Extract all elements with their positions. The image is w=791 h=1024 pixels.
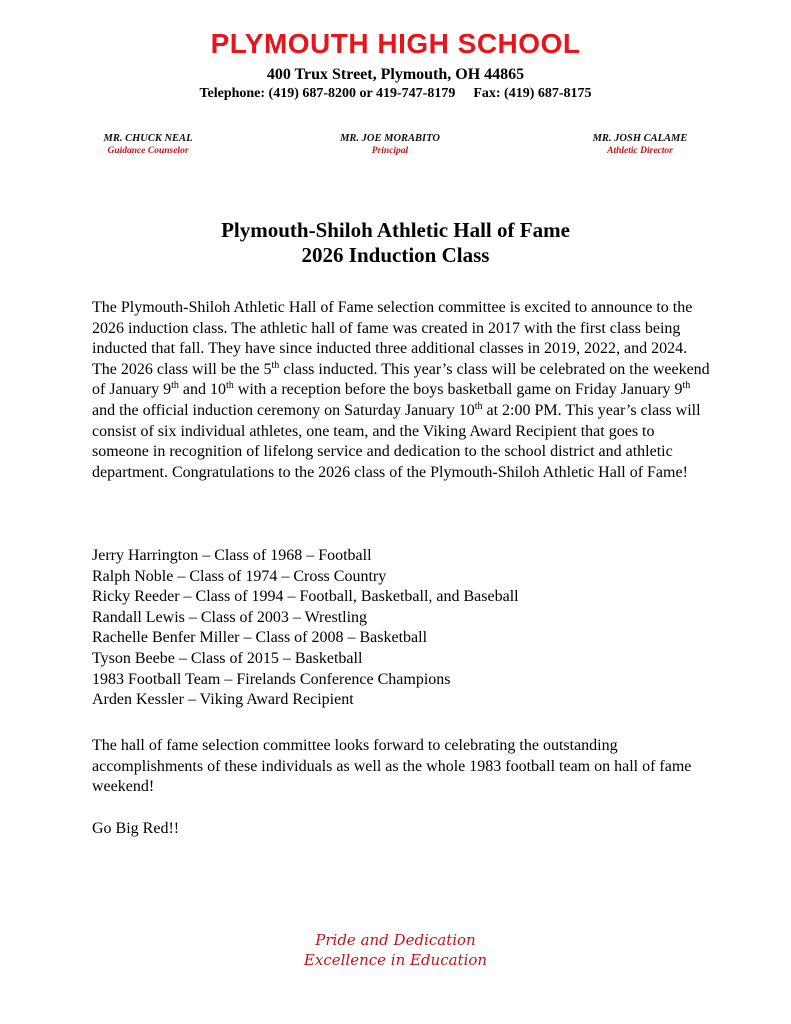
staff-guidance-counselor: [88, 132, 208, 157]
school-name: PLYMOUTH HIGH SCHOOL: [210, 28, 581, 59]
fax: Fax: (419) 687-8175: [473, 86, 592, 101]
ordinal-suffix: th: [682, 380, 691, 392]
school-address: 400 Trux Street, Plymouth, OH 44865: [266, 66, 525, 83]
staff-athletic-director: [580, 132, 700, 157]
staff-name: MR. JOE MORABITO: [340, 133, 440, 144]
document-title: [0, 218, 791, 268]
closing-paragraph: The hall of fame selection committee looks forward to celebrating the outstanding accomplishments of these individuals as well as the whole 1983 football team on hall of fame weekend!: [92, 737, 692, 796]
signoff: Go Big Red!!: [92, 820, 180, 837]
telephone: Telephone: (419) 687-8200 or 419-747-8179: [199, 86, 456, 101]
inductee-item: Randall Lewis – Class of 2003 – Wrestling: [92, 608, 368, 626]
text-run: with a reception before the boys basketball game on Friday January 9: [233, 381, 683, 399]
inductee-item: 1983 Football Team – Firelands Conference Champions: [92, 670, 451, 688]
ordinal-suffix: th: [474, 400, 483, 412]
title-line-1: Plymouth-Shiloh Athletic Hall of Fame: [221, 218, 570, 242]
text-run: and the official induction ceremony on Saturday January 10: [92, 401, 475, 419]
title-line-2: 2026 Induction Class: [301, 243, 490, 267]
inductee-list: [92, 546, 712, 711]
inductee-item: Tyson Beebe – Class of 2015 – Basketball: [92, 649, 363, 667]
footer-motto: [0, 930, 791, 970]
inductee-item: Ralph Noble – Class of 1974 – Cross Country: [92, 567, 387, 585]
staff-title: Guidance Counselor: [107, 146, 189, 156]
motto-line-1: Pride and Dedication: [315, 931, 476, 949]
inductee-item: Ricky Reeder – Class of 1994 – Football, Basketball, and Baseball: [92, 588, 519, 606]
staff-name: MR. JOSH CALAME: [592, 133, 688, 144]
staff-title: Principal: [371, 146, 409, 156]
inductee-item: Arden Kessler – Viking Award Recipient: [92, 691, 354, 709]
motto-line-2: Excellence in Education: [303, 951, 488, 969]
ordinal-suffix: th: [171, 380, 179, 392]
staff-title: Athletic Director: [607, 146, 673, 156]
staff-name: MR. CHUCK NEAL: [103, 133, 193, 144]
text-run: and 10: [178, 381, 226, 399]
staff-principal: [325, 132, 455, 157]
text-run: The Plymouth-Shiloh Athletic Hall of Fame selection committee is excited to announce to the 2026 induction class. The athletic hall of fame was created in 2017 with the first class being inducted that fall. They have since inducted three additional classes in 2019, 2022, and 2024. The 2026 class will be the 5: [92, 299, 693, 378]
intro-paragraph: [92, 298, 712, 483]
ordinal-suffix: th: [271, 359, 280, 371]
inductee-item: Jerry Harrington – Class of 1968 – Football: [92, 547, 372, 564]
inductee-item: Rachelle Benfer Miller – Class of 2008 – Basketball: [92, 629, 428, 647]
ordinal-suffix: th: [225, 380, 234, 392]
contact-line: [0, 85, 791, 103]
text-run: at 2:00 PM. This year’s class will consist of six individual athletes, one team, and the Viking Award Recipient that goes to someone in recognition of lifelong service and dedication to the school district and athletic department. Congratulations to the 2026 class of the Plymouth-Shiloh Athletic Hall of Fame!: [92, 401, 701, 481]
text-run: class inducted. This year’s class will be celebrated on the weekend of January 9: [92, 360, 710, 399]
